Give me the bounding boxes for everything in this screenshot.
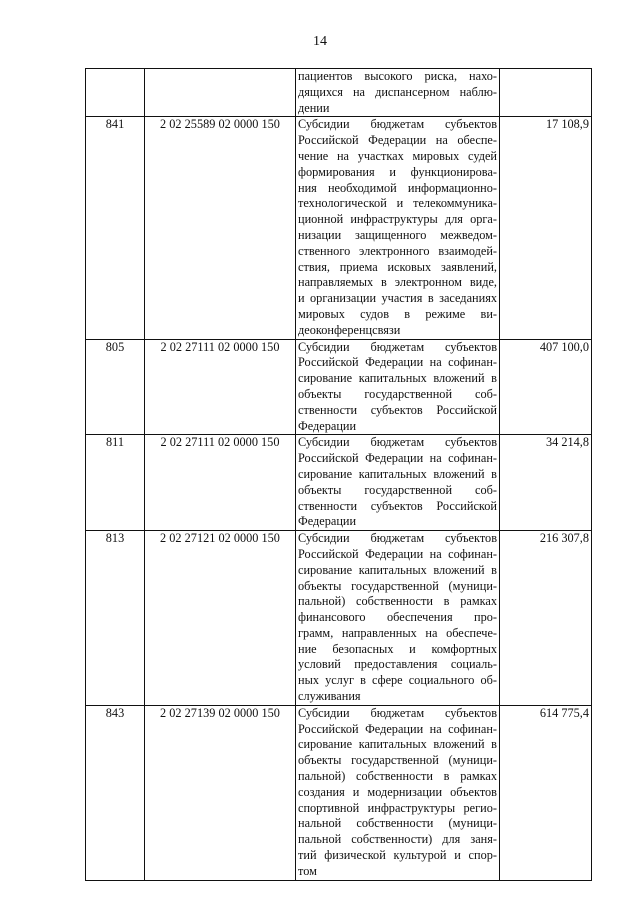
budget-classification-code-cell: 2 02 27111 02 0000 150	[145, 435, 296, 531]
table-row	[86, 435, 592, 531]
revenue-name-cell	[296, 531, 500, 706]
admin-code-cell: 841	[86, 117, 145, 339]
revenue-name-line: направляемых в электронном виде,	[298, 275, 497, 290]
revenue-name-line: финансового обеспечения про-	[298, 610, 497, 625]
revenue-name-line: дящихся на диспансерном наблю-	[298, 84, 497, 99]
revenue-name-line: Российской Федерации на обеспе-	[298, 133, 497, 148]
budget-classification-code-cell: 2 02 27111 02 0000 150	[145, 339, 296, 435]
amount-cell: 407 100,0	[500, 339, 592, 435]
revenue-name-line: том	[298, 863, 317, 878]
amount-cell: 216 307,8	[500, 531, 592, 706]
revenue-name-line: служивания	[298, 689, 361, 704]
admin-code-cell: 843	[86, 705, 145, 880]
revenue-name-line: ных услуг в сфере социального об-	[298, 673, 497, 688]
revenue-name-line: мировых судов в режиме ви-	[298, 306, 497, 321]
revenue-name-line: низации защищенного межведом-	[298, 227, 497, 242]
revenue-name-line: сирование капитальных вложений в	[298, 562, 497, 577]
revenue-name-line: ствия, приема исковых заявлений,	[298, 259, 497, 274]
revenue-name-line: сирование капитальных вложений в	[298, 466, 497, 481]
budget-classification-code-cell: 2 02 27139 02 0000 150	[145, 705, 296, 880]
revenue-name-line: объекты государственной соб-	[298, 482, 497, 497]
revenue-name-line: ционной инфраструктуры для орга-	[298, 212, 497, 227]
revenue-name-line: Российской Федерации на софинан-	[298, 721, 497, 736]
budget-classification-code-cell: 2 02 25589 02 0000 150	[145, 117, 296, 339]
budget-table	[85, 68, 592, 881]
revenue-name-line: пальной собственности) для заня-	[298, 832, 497, 847]
amount-cell: 34 214,8	[500, 435, 592, 531]
table-row	[86, 339, 592, 435]
revenue-name-cell	[296, 117, 500, 339]
revenue-name-line: Федерации	[298, 418, 357, 433]
revenue-name-line: Субсидии бюджетам субъектов	[298, 531, 497, 546]
revenue-name-line: условий предоставления социаль-	[298, 657, 497, 672]
revenue-name-line: тий физической культурой и спор-	[298, 848, 497, 863]
revenue-name-line: технологической и телекоммуника-	[298, 196, 497, 211]
revenue-name-line: грамм, направленных на обеспече-	[298, 625, 497, 640]
revenue-name-line: сирование капитальных вложений в	[298, 371, 497, 386]
page-number: 14	[313, 34, 327, 49]
admin-code-cell	[86, 69, 145, 117]
revenue-name-line: создания и модернизации объектов	[298, 784, 497, 799]
admin-code-cell: 811	[86, 435, 145, 531]
budget-table-body	[86, 69, 592, 881]
revenue-name-line: и организации участия в заседаниях	[298, 291, 497, 306]
admin-code-cell: 805	[86, 339, 145, 435]
table-row	[86, 705, 592, 880]
revenue-name-line: Субсидии бюджетам субъектов	[298, 705, 497, 720]
admin-code-cell: 813	[86, 531, 145, 706]
revenue-name-cell	[296, 435, 500, 531]
revenue-name-line: ственности субъектов Российской	[298, 498, 497, 513]
budget-classification-code-cell	[145, 69, 296, 117]
revenue-name-line: ственности субъектов Российской	[298, 402, 497, 417]
revenue-name-line: Федерации	[298, 514, 357, 529]
revenue-name-line: ственного электронного взаимодей-	[298, 243, 497, 258]
revenue-name-line: спортивной инфраструктуры регио-	[298, 800, 497, 815]
revenue-name-cell	[296, 339, 500, 435]
revenue-name-line: деоконференцсвязи	[298, 322, 401, 337]
revenue-name-line: нальной собственности (муници-	[298, 816, 497, 831]
revenue-name-line: дении	[298, 100, 330, 115]
revenue-name-line: ние безопасных и комфортных	[298, 641, 497, 656]
revenue-name-line: Субсидии бюджетам субъектов	[298, 435, 497, 450]
revenue-name-line: пальной) собственности в рамках	[298, 594, 497, 609]
table-row	[86, 117, 592, 339]
revenue-name-line: сирование капитальных вложений в	[298, 737, 497, 752]
revenue-name-line: Субсидии бюджетам субъектов	[298, 339, 497, 354]
amount-cell: 17 108,9	[500, 117, 592, 339]
revenue-name-line: ния необходимой информационно-	[298, 180, 497, 195]
table-row	[86, 69, 592, 117]
table-row	[86, 531, 592, 706]
revenue-name-line: Российской Федерации на софинан-	[298, 355, 497, 370]
revenue-name-line: Российской Федерации на софинан-	[298, 451, 497, 466]
revenue-name-line: объекты государственной (муници-	[298, 578, 497, 593]
amount-cell	[500, 69, 592, 117]
revenue-name-cell	[296, 69, 500, 117]
revenue-name-line: Субсидии бюджетам субъектов	[298, 117, 497, 132]
revenue-name-line: Российской Федерации на софинан-	[298, 546, 497, 561]
revenue-name-line: формирования и функционирова-	[298, 164, 497, 179]
budget-classification-code-cell: 2 02 27121 02 0000 150	[145, 531, 296, 706]
revenue-name-line: чение на участках мировых судей	[298, 148, 497, 163]
revenue-name-line: объекты государственной (муници-	[298, 753, 497, 768]
revenue-name-line: объекты государственной соб-	[298, 386, 497, 401]
revenue-name-line: пациентов высокого риска, нахо-	[298, 69, 497, 83]
amount-cell: 614 775,4	[500, 705, 592, 880]
revenue-name-line: пальной) собственности в рамках	[298, 769, 497, 784]
revenue-name-cell	[296, 705, 500, 880]
